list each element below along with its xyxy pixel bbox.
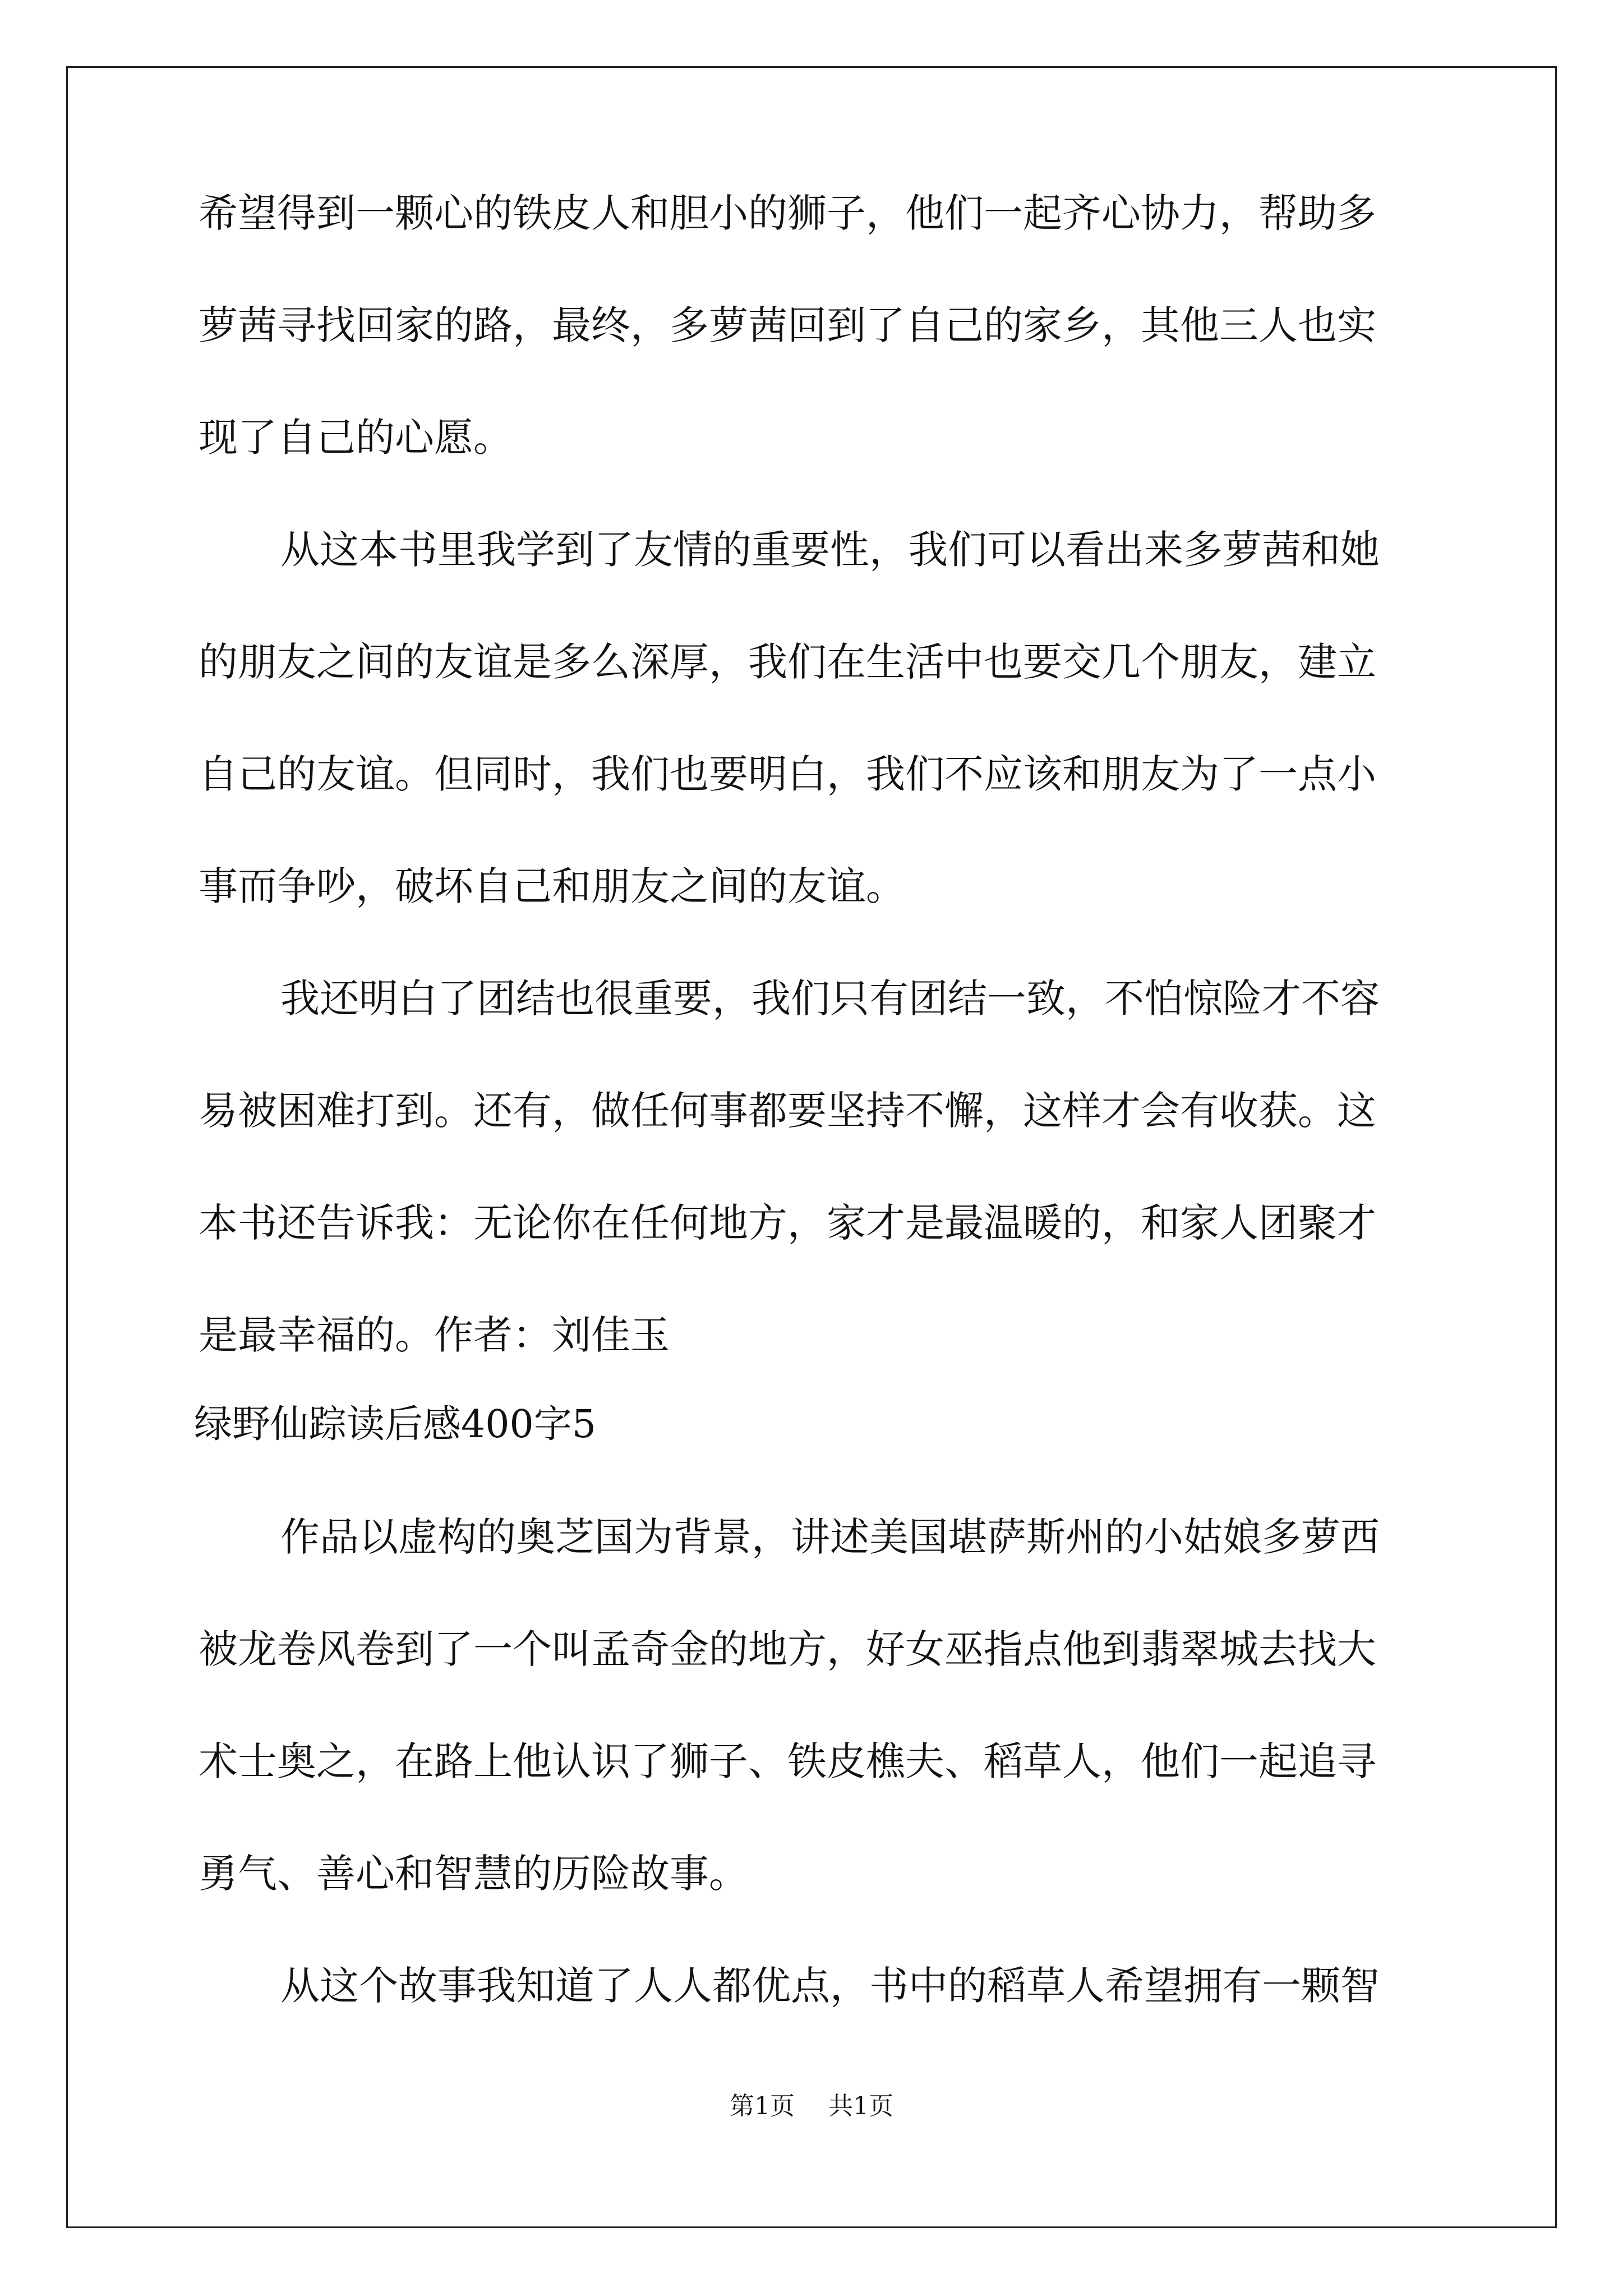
page-total: 共1页 <box>828 2092 893 2120</box>
text-line: 的朋友之间的友谊是多么深厚，我们在生活中也要交几个朋友，建立 <box>199 639 1376 685</box>
text-line: 作品以虚构的奥芝国为背景，讲述美国堪萨斯州的小姑娘多萝西 <box>280 1514 1380 1560</box>
text-line: 从这个故事我知道了人人都优点，书中的稻草人希望拥有一颗智 <box>280 1963 1380 2009</box>
text-line: 希望得到一颗心的铁皮人和胆小的狮子，他们一起齐心协力，帮助多 <box>199 190 1376 236</box>
section-heading: 绿野仙踪读后感400字5 <box>194 1402 597 1447</box>
text-line: 我还明白了团结也很重要，我们只有团结一致，不怕惊险才不容 <box>280 976 1380 1022</box>
text-line: 勇气、善心和智慧的历险故事。 <box>199 1851 748 1897</box>
document-body <box>194 185 1432 2070</box>
text-line: 从这本书里我学到了友情的重要性，我们可以看出来多萝茜和她 <box>280 527 1380 573</box>
text-line: 现了自己的心愿。 <box>199 415 513 461</box>
text-line: 被龙卷风卷到了一个叫孟奇金的地方，好女巫指点他到翡翠城去找大 <box>199 1626 1376 1672</box>
text-line: 事而争吵，破坏自己和朋友之间的友谊。 <box>199 863 905 909</box>
text-line: 自己的友谊。但同时，我们也要明白，我们不应该和朋友为了一点小 <box>199 751 1376 797</box>
text-line: 易被困难打到。还有，做任何事都要坚持不懈，这样才会有收获。这 <box>199 1088 1376 1134</box>
text-line: 本书还告诉我：无论你在任何地方，家才是最温暖的，和家人团聚才 <box>199 1200 1376 1246</box>
page-number: 第1页 <box>730 2092 795 2120</box>
text-line: 是最幸福的。作者：刘佳玉 <box>199 1312 670 1358</box>
page-footer <box>0 2090 1623 2123</box>
text-line: 萝茜寻找回家的路，最终，多萝茜回到了自己的家乡，其他三人也实 <box>199 302 1376 348</box>
text-line: 术士奥之，在路上他认识了狮子、铁皮樵夫、稻草人，他们一起追寻 <box>199 1738 1376 1784</box>
